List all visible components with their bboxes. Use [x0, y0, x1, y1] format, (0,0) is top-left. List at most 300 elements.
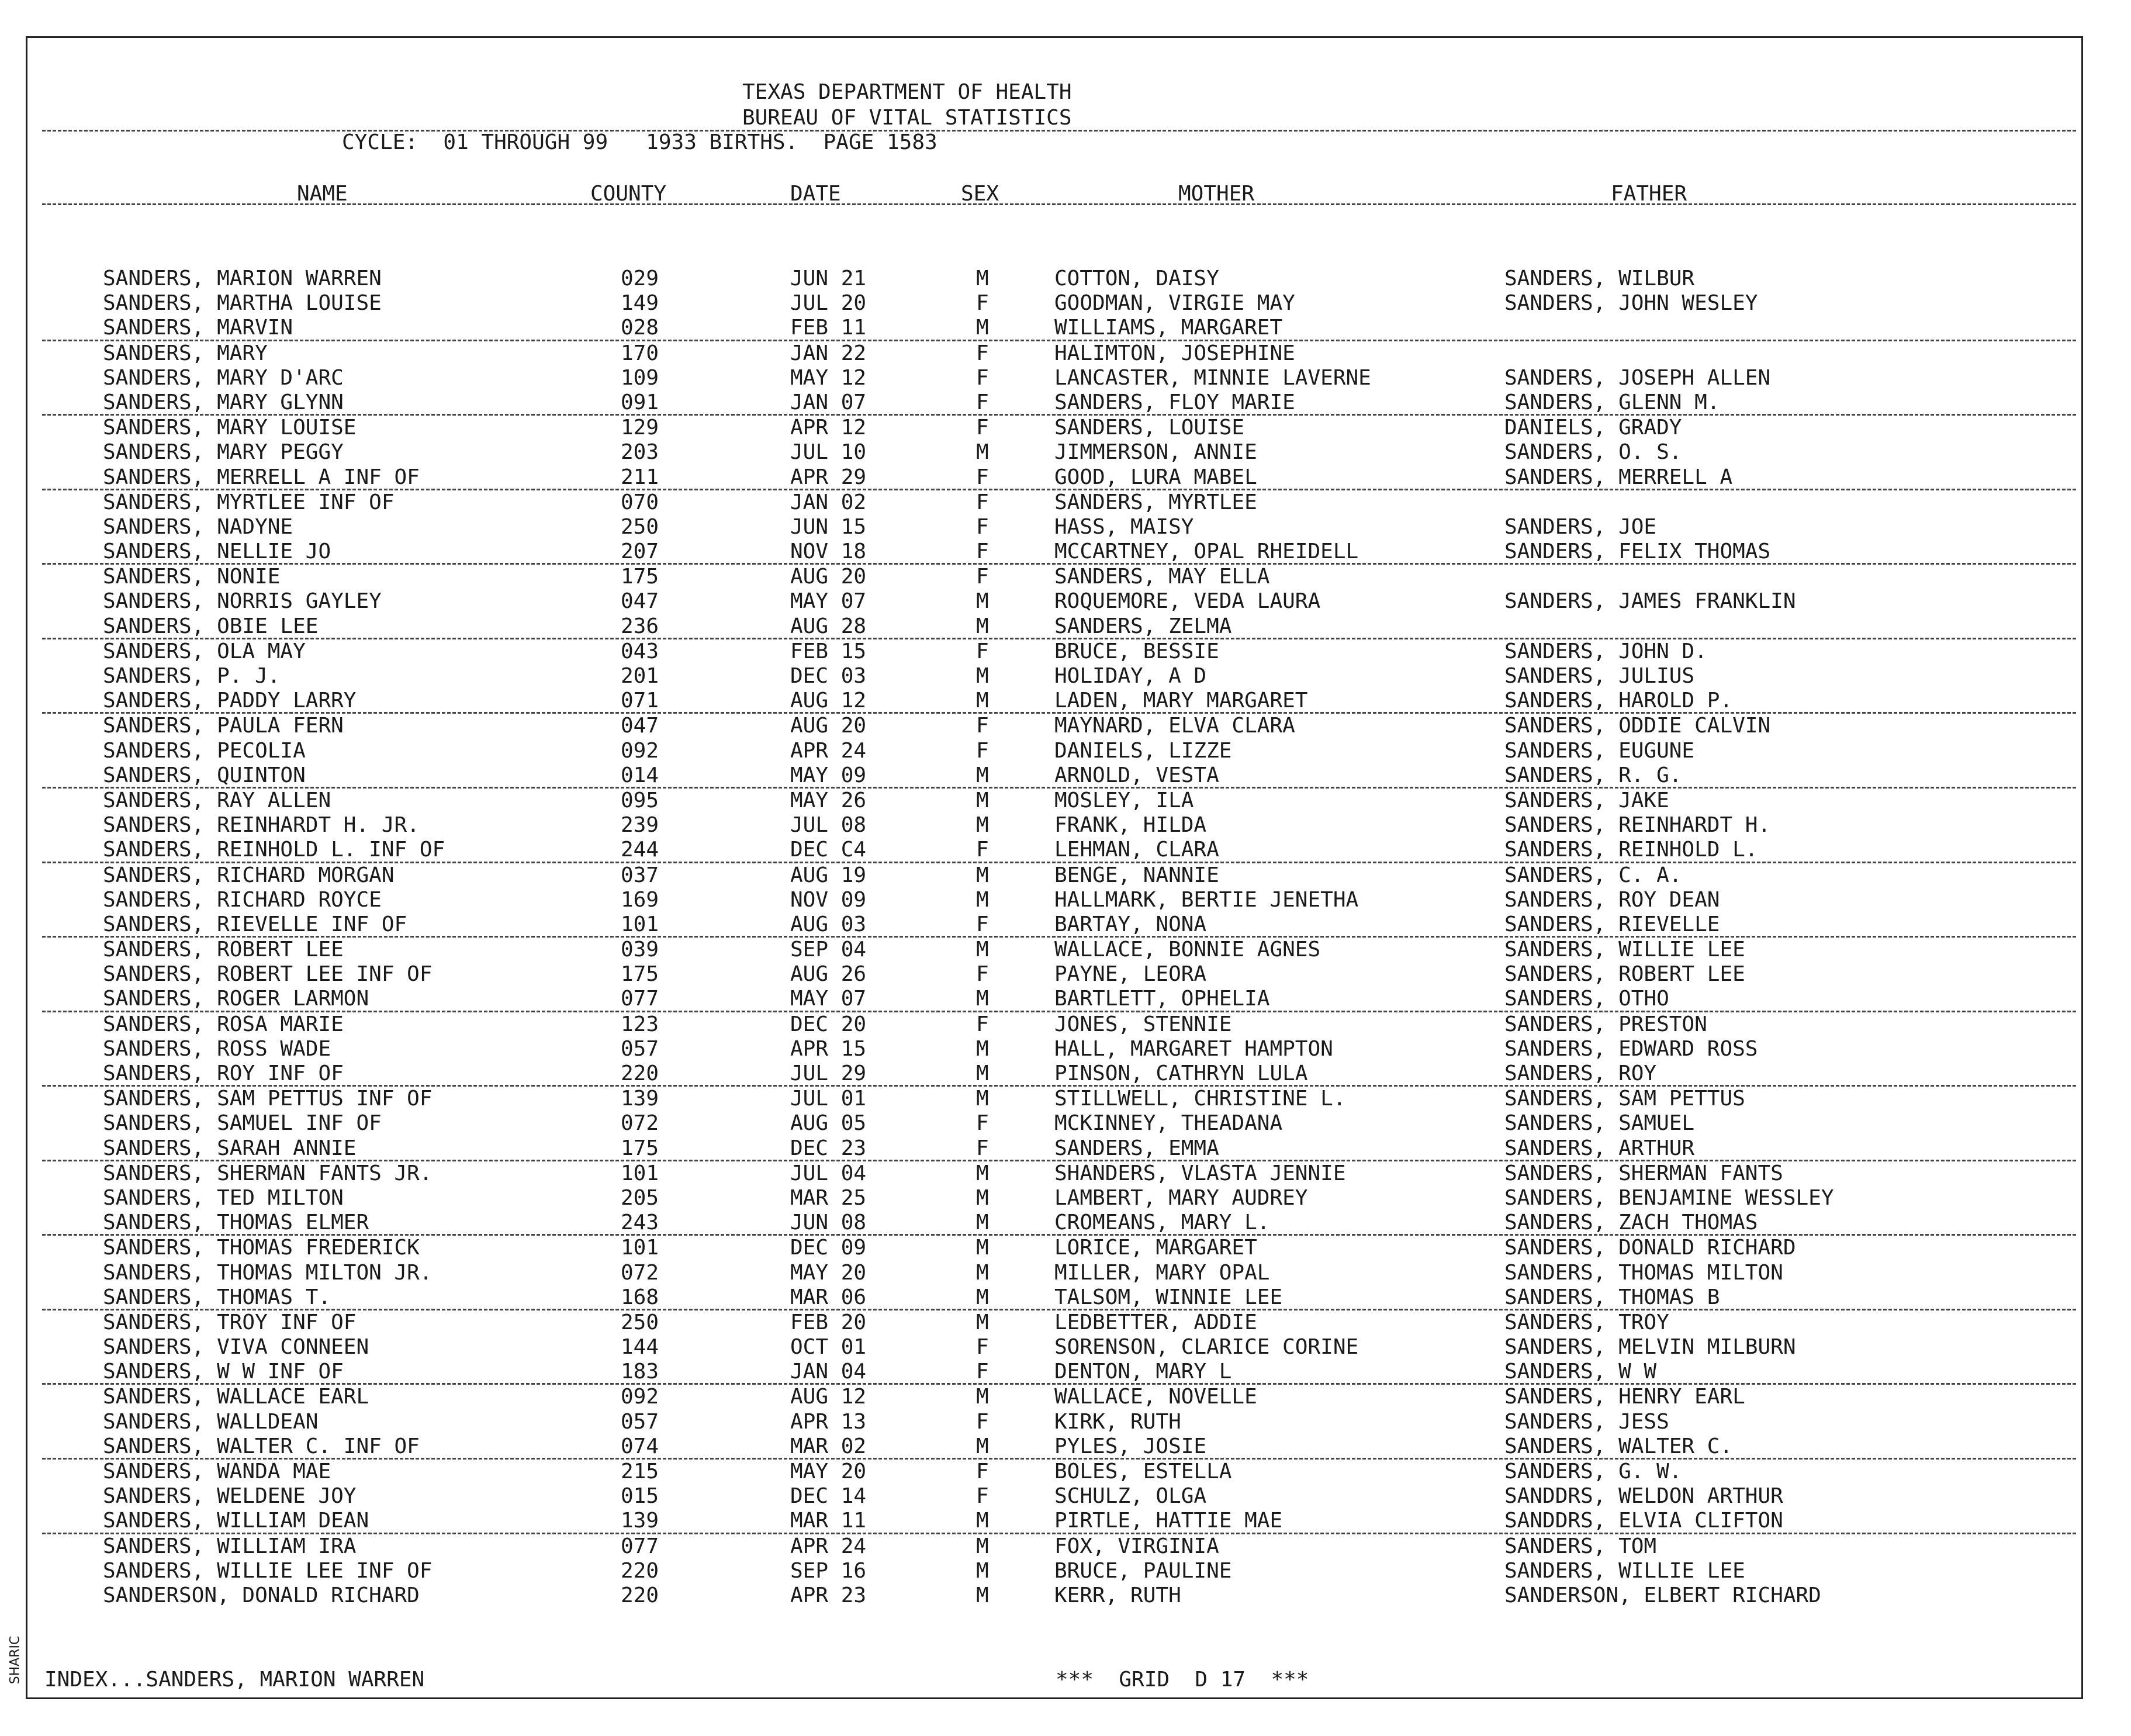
cell-date: AUG 19 — [790, 863, 867, 887]
cell-father: SANDERS, MELVIN MILBURN — [1504, 1335, 1796, 1360]
cell-father: SANDERS, O. S. — [1504, 440, 1682, 465]
cell-county: 095 — [621, 788, 659, 812]
cell-county: 070 — [621, 490, 659, 514]
table-row — [0, 589, 2131, 614]
cell-county: 144 — [621, 1335, 659, 1360]
table-row — [0, 1460, 2131, 1484]
cell-father: SANDERSON, ELBERT RICHARD — [1504, 1583, 1821, 1607]
cell-father: SANDDRS, ELVIA CLIFTON — [1504, 1509, 1783, 1533]
table-row — [0, 912, 2131, 937]
cell-mother: SANDERS, ZELMA — [1054, 614, 1232, 638]
cell-sex: F — [976, 714, 989, 738]
table-row — [0, 1559, 2131, 1583]
cell-sex: M — [976, 1385, 989, 1409]
table-row — [0, 540, 2131, 564]
cell-date: DEC 23 — [790, 1136, 867, 1160]
cell-sex: M — [976, 589, 989, 614]
cell-name: SANDERS, TED MILTON — [103, 1185, 344, 1210]
cell-name: SANDERS, PAULA FERN — [103, 714, 344, 738]
cell-name: SANDERS, W W INF OF — [103, 1360, 344, 1384]
cell-county: 175 — [621, 565, 659, 589]
table-row — [0, 863, 2131, 888]
cell-date: DEC 20 — [790, 1012, 867, 1036]
cell-name: SANDERS, P. J. — [103, 664, 281, 688]
cell-name: SANDERS, PADDY LARRY — [103, 689, 357, 713]
cell-mother: PYLES, JOSIE — [1054, 1434, 1207, 1458]
cell-county: 101 — [621, 1161, 659, 1185]
cell-mother: TALSOM, WINNIE LEE — [1054, 1285, 1283, 1309]
cell-sex: M — [976, 1558, 989, 1583]
cell-sex: F — [976, 1012, 989, 1036]
cell-father: SANDERS, THOMAS B — [1504, 1285, 1720, 1309]
column-header-sex: SEX — [961, 182, 999, 206]
cell-sex: F — [976, 540, 989, 564]
cell-sex: F — [976, 838, 989, 862]
cell-name: SANDERS, SAMUEL INF OF — [103, 1111, 382, 1136]
cell-father: SANDERS, ODDIE CALVIN — [1504, 714, 1771, 738]
table-row — [0, 763, 2131, 788]
cell-date: AUG 26 — [790, 962, 867, 987]
cell-mother: JONES, STENNIE — [1054, 1012, 1232, 1036]
table-row — [0, 1583, 2131, 1608]
table-row — [0, 689, 2131, 713]
table-row — [0, 1111, 2131, 1136]
cell-sex: F — [976, 1484, 989, 1509]
cell-mother: MCKINNEY, THEADANA — [1054, 1111, 1283, 1136]
cell-father: SANDERS, WILBUR — [1504, 267, 1695, 291]
cell-county: 077 — [621, 987, 659, 1011]
cell-mother: FOX, VIRGINIA — [1054, 1534, 1219, 1558]
cell-mother: WALLACE, NOVELLE — [1054, 1385, 1257, 1409]
cell-name: SANDERS, ROBERT LEE — [103, 938, 344, 962]
cell-father: SANDERS, WILLIE LEE — [1504, 938, 1745, 962]
cell-father: SANDERS, PRESTON — [1504, 1012, 1707, 1036]
cell-father: SANDERS, G. W. — [1504, 1460, 1682, 1483]
cell-county: 092 — [621, 1385, 659, 1409]
table-row — [0, 938, 2131, 962]
cell-county: 139 — [621, 1087, 659, 1111]
cell-father: SANDERS, SAM PETTUS — [1504, 1087, 1745, 1111]
cell-sex: M — [976, 1434, 989, 1458]
cell-county: 205 — [621, 1185, 659, 1210]
cell-name: SANDERS, WALLDEAN — [103, 1409, 319, 1434]
cell-father: SANDERS, JESS — [1504, 1409, 1669, 1434]
cell-sex: M — [976, 813, 989, 838]
cell-name: SANDERS, MARVIN — [103, 316, 293, 340]
table-row — [0, 1285, 2131, 1310]
cell-mother: DENTON, MARY L — [1054, 1360, 1232, 1384]
cell-mother: WILLIAMS, MARGARET — [1054, 316, 1283, 340]
cell-mother: SCHULZ, OLGA — [1054, 1484, 1207, 1509]
cell-sex: M — [976, 1236, 989, 1260]
cell-date: JUN 15 — [790, 514, 867, 539]
cell-county: 057 — [621, 1409, 659, 1434]
cell-name: SANDERS, NELLIE JO — [103, 540, 331, 564]
cell-date: DEC 03 — [790, 664, 867, 688]
cell-father: SANDERS, SAMUEL — [1504, 1111, 1695, 1136]
cell-father: SANDERS, ROY — [1504, 1061, 1657, 1085]
cell-name: SANDERS, WALTER C. INF OF — [103, 1434, 420, 1458]
cell-date: FEB 15 — [790, 639, 867, 663]
cell-father: SANDERS, EUGUNE — [1504, 738, 1695, 763]
cell-mother: KIRK, RUTH — [1054, 1409, 1181, 1434]
cell-county: 220 — [621, 1583, 659, 1607]
cell-mother: ROQUEMORE, VEDA LAURA — [1054, 589, 1321, 614]
cell-county: 183 — [621, 1360, 659, 1384]
cell-father: SANDERS, JOE — [1504, 514, 1657, 539]
cell-mother: MAYNARD, ELVA CLARA — [1054, 714, 1295, 738]
cell-mother: GOODMAN, VIRGIE MAY — [1054, 291, 1295, 316]
cell-sex: F — [976, 1136, 989, 1160]
cell-county: 029 — [621, 267, 659, 291]
cell-mother: SHANDERS, VLASTA JENNIE — [1054, 1161, 1346, 1185]
table-row — [0, 515, 2131, 540]
cell-name: SANDERS, RICHARD MORGAN — [103, 863, 395, 887]
cell-father: SANDERS, JAKE — [1504, 788, 1669, 812]
cell-date: OCT 01 — [790, 1335, 867, 1360]
cell-mother: FRANK, HILDA — [1054, 813, 1207, 838]
cell-father: SANDERS, ZACH THOMAS — [1504, 1211, 1758, 1235]
table-row — [0, 1087, 2131, 1111]
side-label-text: SHARIC — [8, 1635, 23, 1685]
cell-father: SANDERS, DONALD RICHARD — [1504, 1236, 1796, 1260]
cell-sex: F — [976, 1111, 989, 1136]
side-label — [4, 1628, 27, 1692]
cell-date: JUL 04 — [790, 1161, 867, 1185]
table-row — [0, 1434, 2131, 1459]
table-row — [0, 739, 2131, 763]
cell-name: SANDERS, MARY — [103, 341, 268, 365]
cell-sex: F — [976, 416, 989, 440]
cell-sex: F — [976, 1460, 989, 1483]
cell-date: MAY 09 — [790, 763, 867, 787]
cell-mother: SANDERS, MYRTLEE — [1054, 490, 1257, 514]
table-row — [0, 1534, 2131, 1559]
cell-mother: DANIELS, LIZZE — [1054, 738, 1232, 763]
cell-father: SANDERS, MERRELL A — [1504, 465, 1733, 489]
cell-mother: HALL, MARGARET HAMPTON — [1054, 1036, 1333, 1061]
column-header-father: FATHER — [1611, 182, 1687, 206]
cell-sex: M — [976, 1061, 989, 1085]
cell-date: DEC 09 — [790, 1236, 867, 1260]
cell-sex: F — [976, 1360, 989, 1384]
cell-mother: LANCASTER, MINNIE LAVERNE — [1054, 365, 1371, 390]
table-row — [0, 1509, 2131, 1533]
cell-name: SANDERS, TROY INF OF — [103, 1310, 357, 1334]
cell-father: SANDDRS, WELDON ARTHUR — [1504, 1484, 1783, 1509]
cell-name: SANDERS, WELDENE JOY — [103, 1484, 357, 1509]
cell-sex: F — [976, 565, 989, 589]
cell-sex: M — [976, 316, 989, 340]
cell-sex: M — [976, 887, 989, 912]
cell-sex: M — [976, 1534, 989, 1558]
table-row — [0, 962, 2131, 987]
table-row — [0, 1310, 2131, 1335]
cell-date: MAY 26 — [790, 788, 867, 812]
cell-mother: HALIMTON, JOSEPHINE — [1054, 341, 1295, 365]
cell-date: MAY 20 — [790, 1260, 867, 1285]
cell-name: SANDERS, RICHARD ROYCE — [103, 887, 382, 912]
cell-mother: BENGE, NANNIE — [1054, 863, 1219, 887]
cell-date: APR 29 — [790, 465, 867, 489]
column-header-county: COUNTY — [590, 182, 667, 206]
cell-sex: M — [976, 938, 989, 962]
table-row — [0, 838, 2131, 862]
cell-date: JUL 08 — [790, 813, 867, 838]
cell-date: MAR 02 — [790, 1434, 867, 1458]
cell-father: SANDERS, JOSEPH ALLEN — [1504, 365, 1771, 390]
cell-date: MAR 06 — [790, 1285, 867, 1309]
table-row — [0, 366, 2131, 390]
cell-sex: M — [976, 1509, 989, 1533]
cell-mother: SANDERS, MAY ELLA — [1054, 565, 1270, 589]
cell-date: JAN 07 — [790, 390, 867, 414]
cell-county: 215 — [621, 1460, 659, 1483]
cell-mother: BARTLETT, OPHELIA — [1054, 987, 1270, 1011]
cell-county: 039 — [621, 938, 659, 962]
cell-date: MAY 07 — [790, 589, 867, 614]
cell-mother: MOSLEY, ILA — [1054, 788, 1194, 812]
cycle-line: CYCLE: 01 THROUGH 99 1933 BIRTHS. PAGE 1583 — [342, 130, 937, 154]
cell-date: MAY 07 — [790, 987, 867, 1011]
cell-mother: BRUCE, BESSIE — [1054, 639, 1219, 663]
cell-name: SANDERS, RIEVELLE INF OF — [103, 912, 407, 936]
table-row — [0, 1211, 2131, 1235]
cell-name: SANDERS, WILLIE LEE INF OF — [103, 1558, 433, 1583]
cell-name: SANDERS, OLA MAY — [103, 639, 306, 663]
cell-name: SANDERS, WALLACE EARL — [103, 1385, 369, 1409]
cell-county: 175 — [621, 1136, 659, 1160]
cell-father: SANDERS, HAROLD P. — [1504, 689, 1733, 713]
cell-name: SANDERS, MARION WARREN — [103, 267, 382, 291]
cell-sex: M — [976, 1036, 989, 1061]
cell-date: JUL 10 — [790, 440, 867, 465]
cell-mother: LAMBERT, MARY AUDREY — [1054, 1185, 1308, 1210]
cell-date: APR 24 — [790, 1534, 867, 1558]
cell-father: SANDERS, BENJAMINE WESSLEY — [1504, 1185, 1834, 1210]
cell-name: SANDERS, REINHARDT H. JR. — [103, 813, 420, 838]
cell-father: SANDERS, JAMES FRANKLIN — [1504, 589, 1796, 614]
cell-name: SANDERS, QUINTON — [103, 763, 306, 787]
cell-mother: HOLIDAY, A D — [1054, 664, 1207, 688]
cell-county: 168 — [621, 1285, 659, 1309]
cell-sex: M — [976, 689, 989, 713]
cell-county: 047 — [621, 589, 659, 614]
cell-name: SANDERS, MARY LOUISE — [103, 416, 357, 440]
cell-sex: F — [976, 962, 989, 987]
cell-mother: BOLES, ESTELLA — [1054, 1460, 1232, 1483]
cell-county: 243 — [621, 1211, 659, 1235]
cell-father: SANDERS, HENRY EARL — [1504, 1385, 1745, 1409]
cell-county: 077 — [621, 1534, 659, 1558]
cell-name: SANDERS, THOMAS MILTON JR. — [103, 1260, 433, 1285]
table-row — [0, 714, 2131, 738]
cell-name: SANDERS, MERRELL A INF OF — [103, 465, 420, 489]
cell-date: JUN 08 — [790, 1211, 867, 1235]
cell-county: 057 — [621, 1036, 659, 1061]
table-row — [0, 1335, 2131, 1360]
cell-name: SANDERS, MARY PEGGY — [103, 440, 344, 465]
cell-name: SANDERS, ROBERT LEE INF OF — [103, 962, 433, 987]
cell-sex: M — [976, 987, 989, 1011]
cell-date: JUL 29 — [790, 1061, 867, 1085]
column-header-mother: MOTHER — [1178, 182, 1255, 206]
table-row — [0, 614, 2131, 639]
cell-mother: SANDERS, EMMA — [1054, 1136, 1219, 1160]
cell-sex: M — [976, 788, 989, 812]
cell-date: FEB 11 — [790, 316, 867, 340]
cell-date: MAR 11 — [790, 1509, 867, 1533]
column-header-name: NAME — [297, 182, 348, 206]
cell-date: JUL 20 — [790, 291, 867, 316]
table-row — [0, 1037, 2131, 1061]
cell-mother: KERR, RUTH — [1054, 1583, 1181, 1607]
cell-mother: LADEN, MARY MARGARET — [1054, 689, 1308, 713]
cell-county: 028 — [621, 316, 659, 340]
cell-date: JUN 21 — [790, 267, 867, 291]
table-row — [0, 1061, 2131, 1086]
table-row — [0, 1410, 2131, 1434]
cell-date: APR 24 — [790, 738, 867, 763]
table-row — [0, 987, 2131, 1011]
cell-sex: M — [976, 763, 989, 787]
cell-county: 101 — [621, 1236, 659, 1260]
cell-father: SANDERS, FELIX THOMAS — [1504, 540, 1771, 564]
cell-county: 129 — [621, 416, 659, 440]
cell-name: SANDERS, VIVA CONNEEN — [103, 1335, 369, 1360]
cell-father: SANDERS, JOHN WESLEY — [1504, 291, 1758, 316]
table-row — [0, 1161, 2131, 1186]
cell-county: 236 — [621, 614, 659, 638]
cell-father: SANDERS, JULIUS — [1504, 664, 1695, 688]
table-row — [0, 465, 2131, 490]
cell-mother: MILLER, MARY OPAL — [1054, 1260, 1270, 1285]
cell-county: 139 — [621, 1509, 659, 1533]
table-row — [0, 291, 2131, 316]
cell-mother: SANDERS, FLOY MARIE — [1054, 390, 1295, 414]
table-row — [0, 664, 2131, 689]
cell-father: SANDERS, WILLIE LEE — [1504, 1558, 1745, 1583]
cell-mother: SORENSON, CLARICE CORINE — [1054, 1335, 1359, 1360]
cell-name: SANDERS, ROY INF OF — [103, 1061, 344, 1085]
cell-father: SANDERS, ROY DEAN — [1504, 887, 1720, 912]
cell-father: SANDERS, ARTHUR — [1504, 1136, 1695, 1160]
table-row — [0, 416, 2131, 440]
cell-date: DEC 14 — [790, 1484, 867, 1509]
cell-mother: MCCARTNEY, OPAL RHEIDELL — [1054, 540, 1359, 564]
cell-county: 092 — [621, 738, 659, 763]
cell-county: 043 — [621, 639, 659, 663]
cell-sex: M — [976, 1211, 989, 1235]
table-row — [0, 1136, 2131, 1161]
cell-father: SANDERS, THOMAS MILTON — [1504, 1260, 1783, 1285]
cell-date: APR 15 — [790, 1036, 867, 1061]
cell-name: SANDERS, MARY D'ARC — [103, 365, 344, 390]
table-row — [0, 639, 2131, 664]
cell-date: AUG 03 — [790, 912, 867, 936]
cell-sex: M — [976, 1260, 989, 1285]
cell-name: SANDERS, MARY GLYNN — [103, 390, 344, 414]
cell-name: SANDERS, WILLIAM DEAN — [103, 1509, 369, 1533]
cell-county: 203 — [621, 440, 659, 465]
cell-mother: BRUCE, PAULINE — [1054, 1558, 1232, 1583]
cell-name: SANDERS, THOMAS ELMER — [103, 1211, 369, 1235]
table-row — [0, 789, 2131, 813]
cell-mother: WALLACE, BONNIE AGNES — [1054, 938, 1321, 962]
cell-county: 015 — [621, 1484, 659, 1509]
cell-name: SANDERS, PECOLIA — [103, 738, 306, 763]
cell-mother: HALLMARK, BERTIE JENETHA — [1054, 887, 1359, 912]
cell-mother: LORICE, MARGARET — [1054, 1236, 1257, 1260]
cell-sex: F — [976, 291, 989, 316]
table-row — [0, 390, 2131, 415]
cell-name: SANDERS, NADYNE — [103, 514, 293, 539]
cell-date: JAN 04 — [790, 1360, 867, 1384]
cell-county: 072 — [621, 1260, 659, 1285]
cell-date: AUG 20 — [790, 714, 867, 738]
cell-sex: M — [976, 1285, 989, 1309]
cell-mother: CROMEANS, MARY L. — [1054, 1211, 1270, 1235]
cell-father: SANDERS, EDWARD ROSS — [1504, 1036, 1758, 1061]
table-row — [0, 1236, 2131, 1260]
cell-sex: F — [976, 514, 989, 539]
birth-records-table — [0, 267, 2131, 1608]
cell-county: 072 — [621, 1111, 659, 1136]
cell-name: SANDERS, THOMAS T. — [103, 1285, 331, 1309]
cell-name: SANDERS, SARAH ANNIE — [103, 1136, 357, 1160]
cell-date: AUG 28 — [790, 614, 867, 638]
cell-county: 123 — [621, 1012, 659, 1036]
table-row — [0, 1385, 2131, 1409]
index-label: INDEX...SANDERS, MARION WARREN — [44, 1668, 425, 1692]
cell-date: AUG 20 — [790, 565, 867, 589]
cell-date: NOV 09 — [790, 887, 867, 912]
cell-sex: F — [976, 490, 989, 514]
table-row — [0, 440, 2131, 465]
cell-father: SANDERS, W W — [1504, 1360, 1657, 1384]
cell-name: SANDERS, NORRIS GAYLEY — [103, 589, 382, 614]
cell-sex: F — [976, 1335, 989, 1360]
table-row — [0, 813, 2131, 838]
cell-name: SANDERS, MARTHA LOUISE — [103, 291, 382, 316]
cell-county: 074 — [621, 1434, 659, 1458]
cell-mother: SANDERS, LOUISE — [1054, 416, 1245, 440]
cell-date: FEB 20 — [790, 1310, 867, 1334]
cell-father: SANDERS, TROY — [1504, 1310, 1669, 1334]
cell-sex: M — [976, 664, 989, 688]
table-row — [0, 267, 2131, 291]
cell-mother: BARTAY, NONA — [1054, 912, 1207, 936]
cell-mother: PIRTLE, HATTIE MAE — [1054, 1509, 1283, 1533]
cell-sex: M — [976, 1310, 989, 1334]
cell-date: APR 13 — [790, 1409, 867, 1434]
table-row — [0, 1261, 2131, 1285]
cell-date: AUG 12 — [790, 1385, 867, 1409]
cell-sex: F — [976, 465, 989, 489]
cell-sex: F — [976, 341, 989, 365]
cell-sex: M — [976, 267, 989, 291]
cell-county: 014 — [621, 763, 659, 787]
cell-name: SANDERSON, DONALD RICHARD — [103, 1583, 420, 1607]
cell-county: 170 — [621, 341, 659, 365]
cell-mother: JIMMERSON, ANNIE — [1054, 440, 1257, 465]
cell-date: APR 23 — [790, 1583, 867, 1607]
cell-county: 250 — [621, 1310, 659, 1334]
cell-county: 244 — [621, 838, 659, 862]
cell-date: MAY 12 — [790, 365, 867, 390]
cell-name: SANDERS, REINHOLD L. INF OF — [103, 838, 445, 862]
cell-name: SANDERS, OBIE LEE — [103, 614, 319, 638]
